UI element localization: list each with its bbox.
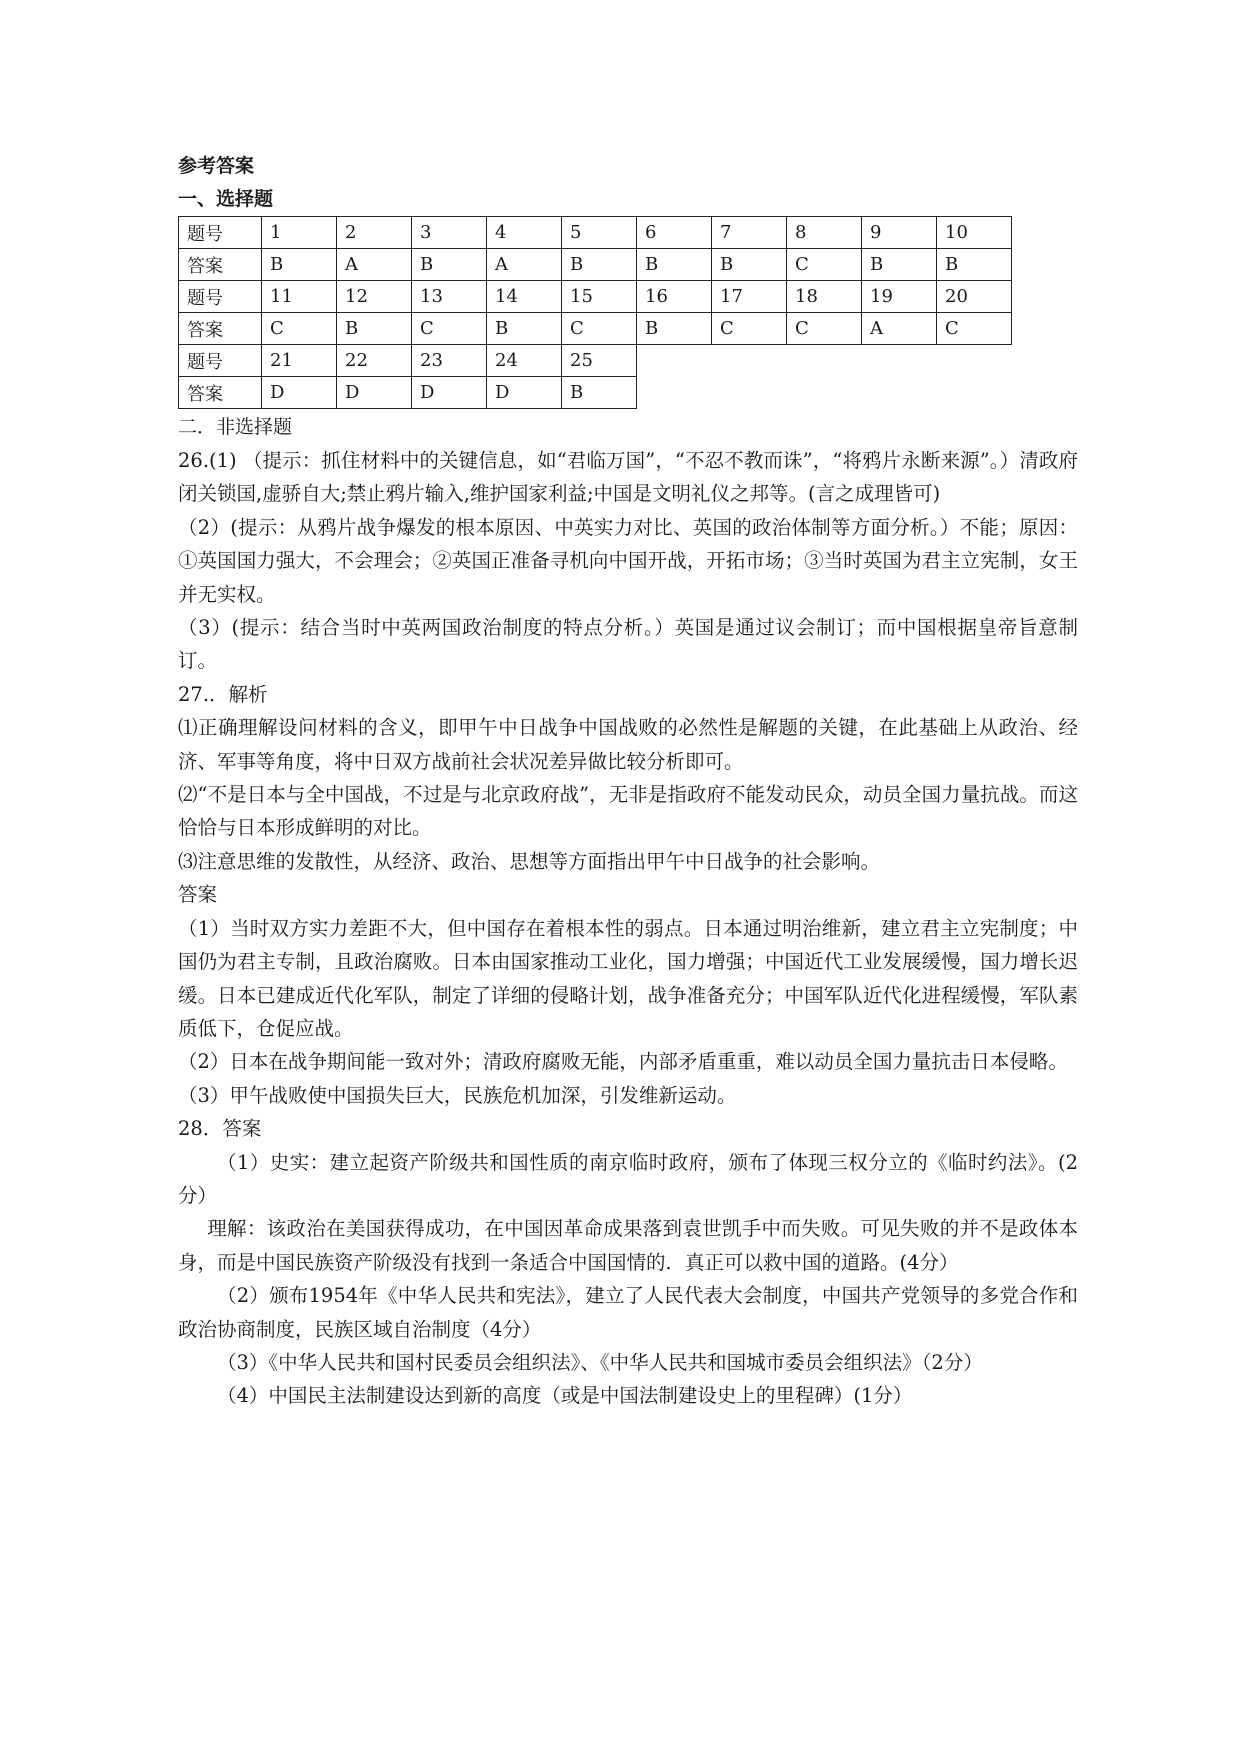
table-cell: B <box>562 249 637 281</box>
table-cell: 24 <box>487 345 562 377</box>
table-cell: 25 <box>562 345 637 377</box>
table-cell: B <box>637 249 712 281</box>
table-cell: C <box>712 313 787 345</box>
table-cell: 5 <box>562 217 637 249</box>
table-cell: D <box>412 377 487 409</box>
table-row-header: 题号 <box>179 345 262 377</box>
table-row-header: 题号 <box>179 281 262 313</box>
table-row <box>179 345 1012 377</box>
table-cell: B <box>712 249 787 281</box>
table-empty-cell <box>637 377 712 409</box>
table-cell: 11 <box>262 281 337 313</box>
q26-part3: （3）(提示：结合当时中英两国政治制度的特点分析。）英国是通过议会制订；而中国根据皇帝旨意制订。 <box>178 616 1078 673</box>
q26-part1: 26.(1) （提示：抓住材料中的关键信息，如“君临万国”，“不忍不教而诛”，“将鸦片永断来源”。）清政府闭关锁国,虚骄自大;禁止鸦片输入,维护国家利益;中国是文明礼仪之邦等。(言之成理皆可) <box>178 449 1078 506</box>
q27-answer-1: （1）当时双方实力差距不大，但中国存在着根本性的弱点。日本通过明治维新，建立君主立宪制度；中国仍为君主专制，且政治腐败。日本由国家推动工业化，国力增强；中国近代工业发展缓慢，国力增长迟缓。日本已建成近代化军队，制定了详细的侵略计划，战争准备充分；中国军队近代化进程缓慢，军队素质低下，仓促应战。 <box>178 916 1078 1040</box>
table-empty-cell <box>937 345 1012 377</box>
table-cell: 23 <box>412 345 487 377</box>
table-empty-cell <box>787 377 862 409</box>
table-cell: D <box>262 377 337 409</box>
q27-answer-label: 答案 <box>178 883 218 907</box>
table-row <box>179 217 1012 249</box>
table-cell: 20 <box>937 281 1012 313</box>
table-cell: C <box>937 313 1012 345</box>
table-row <box>179 281 1012 313</box>
table-row-header: 答案 <box>179 313 262 345</box>
q28-answer-understanding: 理解：该政治在美国获得成功，在中国因革命成果落到袁世凯手中而失败。可见失败的并不是政体本身，而是中国民族资产阶级没有找到一条适合中国国情的．真正可以救中国的道路。(4分） <box>178 1217 1078 1274</box>
table-cell: C <box>412 313 487 345</box>
table-cell: C <box>787 313 862 345</box>
table-empty-cell <box>937 377 1012 409</box>
q27-answer-3: （3）甲午战败使中国损失巨大，民族危机加深，引发维新运动。 <box>178 1083 737 1107</box>
table-cell: 21 <box>262 345 337 377</box>
table-cell: B <box>262 249 337 281</box>
table-cell: C <box>562 313 637 345</box>
table-cell: 2 <box>337 217 412 249</box>
table-row <box>179 377 1012 409</box>
q27-analysis-1: ⑴正确理解设问材料的含义，即甲午中日战争中国战败的必然性是解题的关键，在此基础上从政治、经济、军事等角度，将中日双方战前社会状况差异做比较分析即可。 <box>178 716 1078 773</box>
table-cell: B <box>637 313 712 345</box>
q27-analysis-2: ⑵“不是日本与全中国战，不过是与北京政府战”，无非是指政府不能发动民众，动员全国力量抗战。而这恰恰与日本形成鲜明的对比。 <box>178 783 1078 840</box>
table-cell: 18 <box>787 281 862 313</box>
table-cell: B <box>562 377 637 409</box>
table-cell: A <box>487 249 562 281</box>
table-cell: 10 <box>937 217 1012 249</box>
table-row-header: 答案 <box>179 377 262 409</box>
table-cell: 4 <box>487 217 562 249</box>
table-cell: 15 <box>562 281 637 313</box>
table-cell: 6 <box>637 217 712 249</box>
table-cell: 14 <box>487 281 562 313</box>
table-cell: B <box>487 313 562 345</box>
table-cell: 22 <box>337 345 412 377</box>
table-cell: 12 <box>337 281 412 313</box>
table-cell: B <box>937 249 1012 281</box>
table-cell: 19 <box>862 281 937 313</box>
q26-part2: （2）(提示：从鸦片战争爆发的根本原因、中英实力对比、英国的政治体制等方面分析。）不能；原因：①英国国力强大，不会理会；②英国正准备寻机向中国开战，开拓市场；③当时英国为君主立宪制，女王并无实权。 <box>178 515 1078 606</box>
q27-analysis-3: ⑶注意思维的发散性，从经济、政治、思想等方面指出甲午中日战争的社会影响。 <box>178 849 881 873</box>
table-row <box>179 313 1012 345</box>
q28-answer-1: （1）史实：建立起资产阶级共和国性质的南京临时政府，颁布了体现三权分立的《临时约法》。(2分） <box>178 1150 1078 1207</box>
table-cell: 1 <box>262 217 337 249</box>
section-non-choice-heading: 二．非选择题 <box>178 416 293 438</box>
table-cell: 3 <box>412 217 487 249</box>
q28-answer-2: （2）颁布1954年《中华人民共和宪法》，建立了人民代表大会制度，中国共产党领导的多党合作和政治协商制度，民族区域自治制度（4分） <box>178 1284 1078 1341</box>
answer-table <box>178 216 1012 409</box>
q28-answer-3: （3）《中华人民共和国村民委员会组织法》、《中华人民共和国城市委员会组织法》（2分） <box>217 1350 983 1374</box>
table-cell: 16 <box>637 281 712 313</box>
table-empty-cell <box>862 377 937 409</box>
section-multiple-choice-heading: 一、选择题 <box>178 188 274 210</box>
table-cell: C <box>787 249 862 281</box>
table-empty-cell <box>787 345 862 377</box>
table-cell: 8 <box>787 217 862 249</box>
table-row <box>179 249 1012 281</box>
table-cell: D <box>487 377 562 409</box>
table-empty-cell <box>637 345 712 377</box>
table-row-header: 题号 <box>179 217 262 249</box>
table-empty-cell <box>712 377 787 409</box>
answer-page <box>178 150 1078 1413</box>
answer-table-body <box>179 217 1012 409</box>
q28-answer-4: （4）中国民主法制建设达到新的高度（或是中国法制建设史上的里程碑）(1分） <box>217 1384 913 1408</box>
table-cell: A <box>337 249 412 281</box>
q27-label: 27.．解析 <box>178 682 268 706</box>
q28-label: 28．答案 <box>178 1117 262 1141</box>
page-title: 参考答案 <box>178 155 255 177</box>
table-empty-cell <box>862 345 937 377</box>
table-cell: 17 <box>712 281 787 313</box>
table-cell: B <box>337 313 412 345</box>
table-cell: B <box>412 249 487 281</box>
table-empty-cell <box>712 345 787 377</box>
table-cell: C <box>262 313 337 345</box>
q27-answer-2: （2）日本在战争期间能一致对外；清政府腐败无能，内部矛盾重重，难以动员全国力量抗击日本侵略。 <box>178 1050 1068 1074</box>
table-cell: B <box>862 249 937 281</box>
table-row-header: 答案 <box>179 249 262 281</box>
table-cell: 7 <box>712 217 787 249</box>
table-cell: 9 <box>862 217 937 249</box>
table-cell: D <box>337 377 412 409</box>
table-cell: A <box>862 313 937 345</box>
table-cell: 13 <box>412 281 487 313</box>
